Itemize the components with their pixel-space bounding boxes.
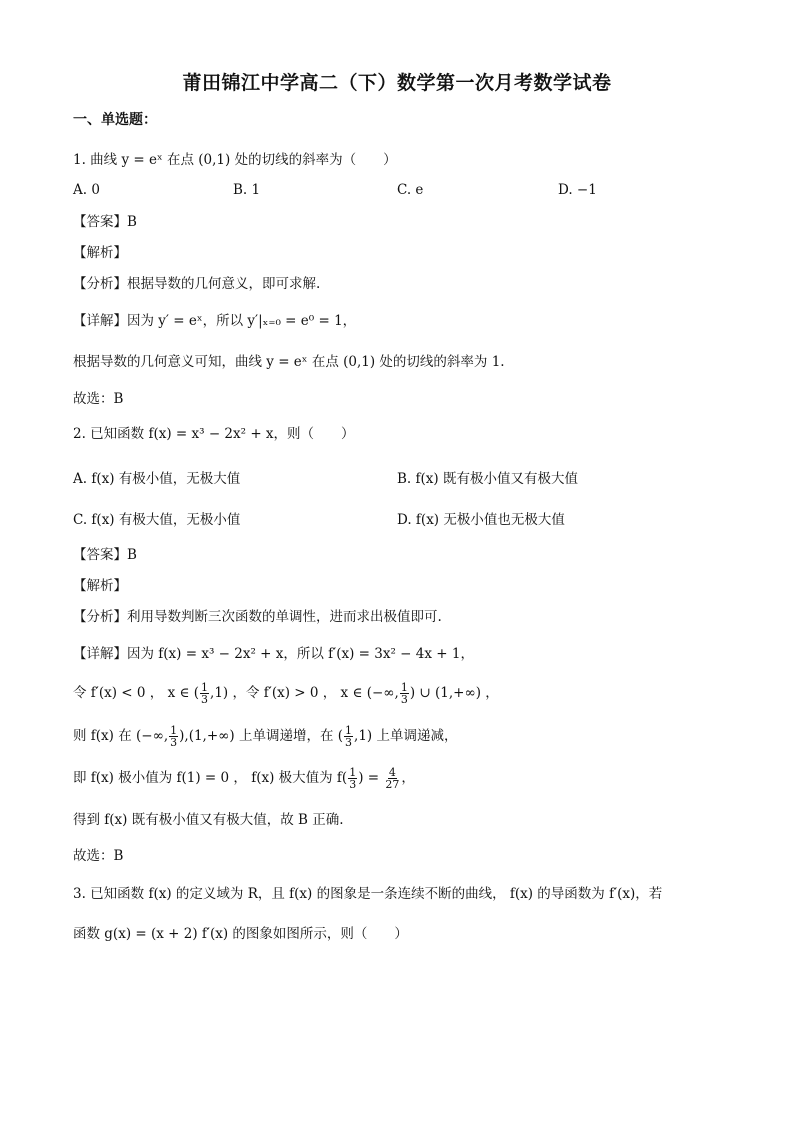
q3-line-1: 3. 已知函数 f(x) 的定义域为 R，且 f(x) 的图象是一条连续不断的曲线， f(x) 的导函数为 f′(x)，若: [73, 886, 663, 902]
q2-option-a: A. f(x) 有极小值，无极大值: [73, 471, 241, 487]
q1-option-c: C. e: [397, 182, 424, 198]
q2-detail-1: 【详解】因为 f(x) = x³ − 2x² + x，所以 f′(x) = 3x² − 4x + 1，: [73, 646, 474, 662]
q2-detail-3: 则 f(x) 在 (−∞, $\frac{1}{3}$ ),(1,+∞) 上单调递增，在 ( $\frac{1}{3}$ ,1) 上单调递减，: [73, 724, 458, 749]
page-title: 莆田锦江中学高二（下）数学第一次月考数学试卷: [182, 72, 612, 94]
q1-option-a: A. 0: [73, 182, 100, 198]
q2-option-d: D. f(x) 无极小值也无极大值: [397, 512, 565, 528]
q1-detail: 【详解】因为 y′ = eˣ，所以 y′|ₓ₌₀ = e⁰ = 1，: [73, 313, 357, 329]
fraction-one-third: $\frac{1}{3}$: [170, 724, 178, 749]
q1-option-b: B. 1: [233, 182, 261, 198]
q2-analysis: 【分析】利用导数判断三次函数的单调性，进而求出极值即可.: [73, 609, 442, 625]
q3-line-2: 函数 g(x) = (x + 2) f′(x) 的图象如图所示，则（ ）: [73, 926, 408, 942]
q2-option-c: C. f(x) 有极大值，无极小值: [73, 512, 241, 528]
fraction-four-twenty-sevenths: $\frac{4}{27}$: [385, 766, 400, 791]
section-heading: 一、单选题：: [73, 112, 157, 128]
q1-answer: 【答案】B: [73, 214, 137, 230]
q1-option-d: D. −1: [558, 182, 597, 198]
q2-choose: 故选：B: [73, 848, 124, 864]
q2-option-b: B. f(x) 既有极小值又有极大值: [397, 471, 578, 487]
q2-stem: 2. 已知函数 f(x) = x³ − 2x² + x，则（ ）: [73, 426, 355, 442]
q2-detail-5: 得到 f(x) 既有极小值又有极大值，故 B 正确.: [73, 812, 344, 828]
q2-answer: 【答案】B: [73, 547, 137, 563]
fraction-one-third: $\frac{1}{3}$: [349, 766, 357, 791]
q2-detail-4: 即 f(x) 极小值为 f(1) = 0 ， f(x) 极大值为 f( $\frac{1}{3}$ ) = $\frac{4}{27}$ ，: [73, 766, 415, 791]
fraction-one-third: $\frac{1}{3}$: [201, 681, 209, 706]
fraction-one-third: $\frac{1}{3}$: [345, 724, 353, 749]
q1-detail-2: 根据导数的几何意义可知，曲线 y = eˣ 在点 (0,1) 处的切线的斜率为 1.: [73, 354, 505, 370]
q2-detail-2: 令 f′(x) < 0 ， x ∈ ( $\frac{1}{3}$ ,1) ，令 f′(x) > 0 ， x ∈ (−∞, $\frac{1}{3}$ ) ∪ (1,+∞) ，: [73, 681, 499, 706]
q1-choose: 故选：B: [73, 391, 124, 407]
q1-stem: 1. 曲线 y = eˣ 在点 (0,1) 处的切线的斜率为（ ）: [73, 152, 397, 168]
q1-analysis: 【分析】根据导数的几何意义，即可求解.: [73, 276, 321, 292]
q2-analysis-label: 【解析】: [73, 578, 127, 594]
q1-analysis-label: 【解析】: [73, 245, 127, 261]
fraction-one-third: $\frac{1}{3}$: [400, 681, 408, 706]
